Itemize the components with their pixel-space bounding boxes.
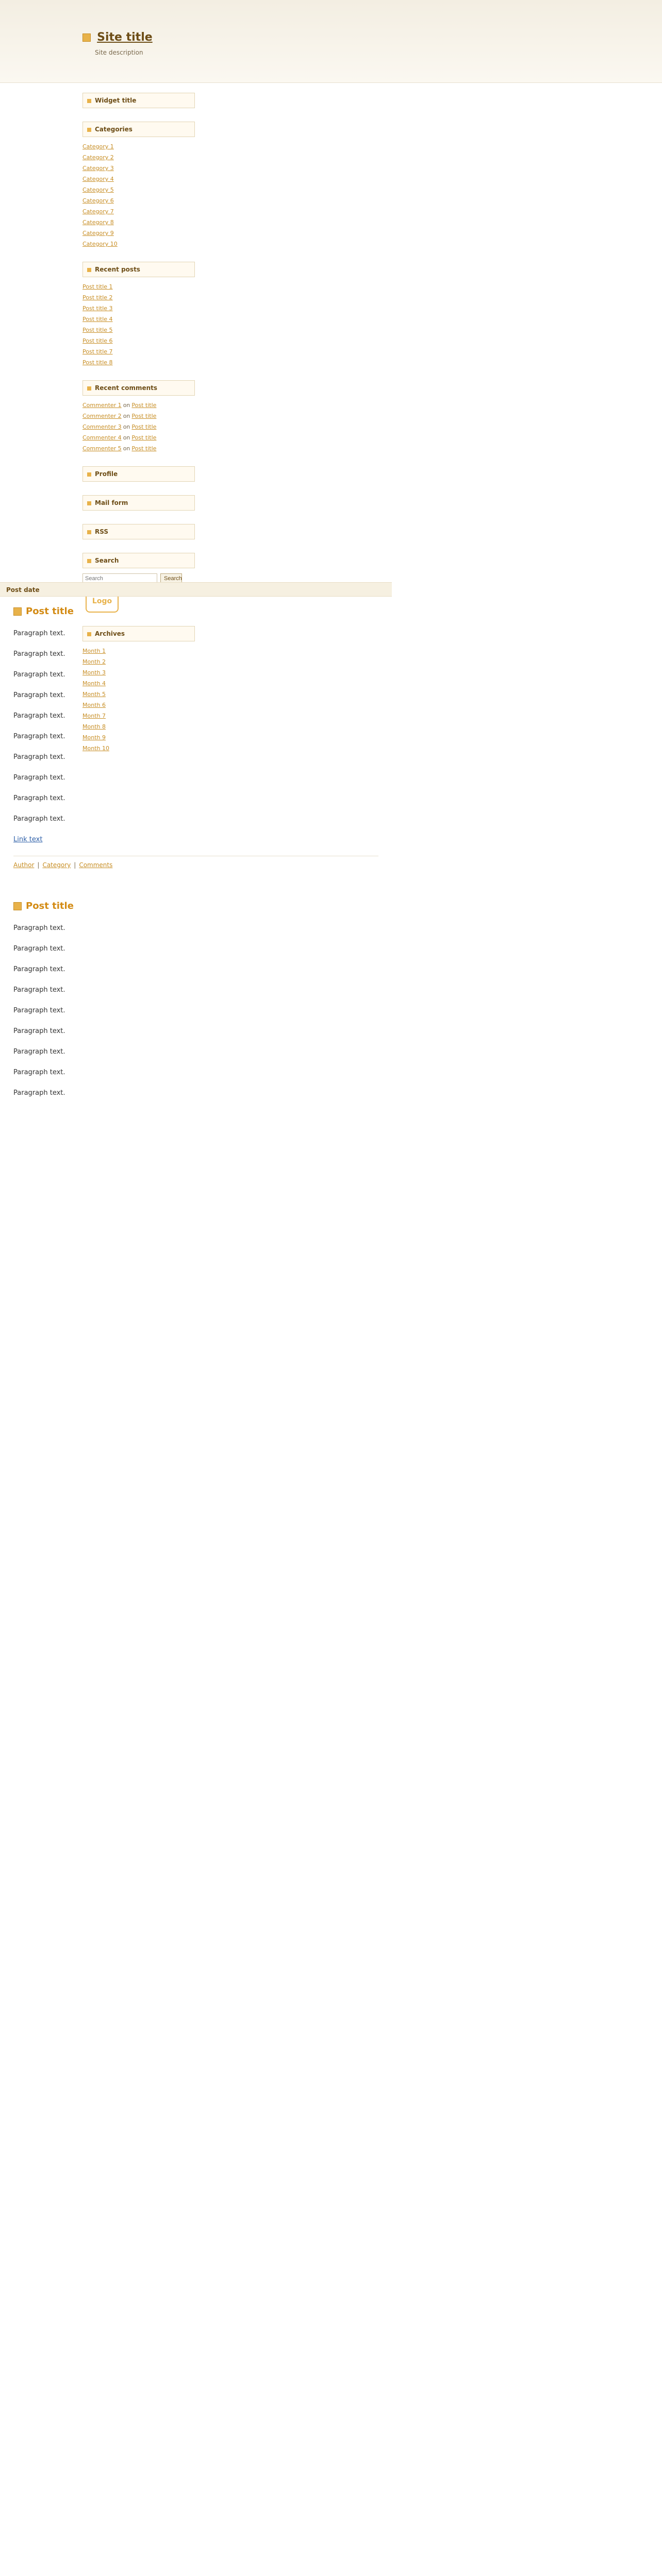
- comment-post-link[interactable]: Post title: [131, 434, 157, 441]
- comment-item: [82, 412, 196, 420]
- widget-dot-icon: [87, 501, 91, 505]
- post-paragraph: Paragraph text.: [13, 712, 65, 720]
- title-square-icon: [82, 33, 91, 42]
- post-spacer: [0, 869, 662, 891]
- archive-link[interactable]: Month 8: [82, 723, 106, 730]
- category-list: [82, 142, 196, 248]
- title-square-icon: [13, 607, 22, 616]
- nav-widget-title: Widget title: [82, 93, 195, 108]
- archive-link[interactable]: Month 7: [82, 713, 106, 719]
- post-link[interactable]: Link text: [13, 836, 43, 843]
- category-link[interactable]: Category 2: [82, 154, 114, 161]
- title-square-icon: [13, 902, 22, 910]
- recent-post-link[interactable]: Post title 8: [82, 359, 113, 366]
- recent-post-link[interactable]: Post title 1: [82, 283, 113, 290]
- post-paragraph: Paragraph text.: [13, 1069, 65, 1076]
- recent-comments-widget: [82, 380, 196, 453]
- widget-dot-icon: [87, 386, 91, 391]
- post-title: Post title: [13, 606, 378, 617]
- widget-dot-icon: [87, 99, 91, 103]
- site-logo-badge[interactable]: Logo: [86, 590, 119, 613]
- post-comments-link[interactable]: Comments: [79, 861, 113, 869]
- profile-widget-title: Profile: [82, 466, 195, 482]
- category-link[interactable]: Category 7: [82, 208, 114, 215]
- categories-widget: [82, 122, 196, 248]
- archive-link[interactable]: Month 9: [82, 734, 106, 741]
- profile-widget: [82, 466, 196, 482]
- site-title[interactable]: Site title: [97, 31, 153, 44]
- category-link[interactable]: Category 9: [82, 230, 114, 236]
- recent-posts-widget: [82, 262, 196, 367]
- post-paragraph: Paragraph text.: [13, 1027, 65, 1035]
- recent-posts-title: Recent posts: [82, 262, 195, 277]
- recent-post-link[interactable]: Post title 5: [82, 327, 113, 333]
- recent-post-link[interactable]: Post title 3: [82, 305, 113, 312]
- recent-post-link[interactable]: Post title 7: [82, 348, 113, 355]
- archive-link[interactable]: Month 6: [82, 702, 106, 708]
- comment-item: [82, 401, 196, 410]
- post-paragraph: Paragraph text.: [13, 1089, 65, 1097]
- category-link[interactable]: Category 1: [82, 143, 114, 150]
- post-body: [13, 923, 378, 1099]
- search-button[interactable]: Search: [160, 573, 182, 584]
- comment-post-link[interactable]: Post title: [131, 413, 157, 419]
- post-body: [13, 628, 378, 845]
- post-paragraph: Paragraph text.: [13, 965, 65, 973]
- post-author-link[interactable]: Author: [13, 861, 35, 869]
- site-header: [0, 0, 662, 83]
- archive-link[interactable]: Month 10: [82, 745, 109, 752]
- post-paragraph: Paragraph text.: [13, 986, 65, 994]
- mail-widget-title: Mail form: [82, 495, 195, 511]
- comment-on-label: on: [123, 434, 130, 441]
- date-strip: Post date: [0, 582, 392, 597]
- post-paragraph: Paragraph text.: [13, 650, 65, 658]
- recent-post-link[interactable]: Post title 2: [82, 294, 113, 301]
- rss-widget: [82, 524, 196, 539]
- main-content: [0, 582, 662, 1108]
- comment-author-link[interactable]: Commenter 4: [82, 434, 122, 441]
- category-link[interactable]: Category 4: [82, 176, 114, 182]
- widget-dot-icon: [87, 530, 91, 534]
- post-paragraph: Paragraph text.: [13, 671, 65, 679]
- mail-widget: [82, 495, 196, 511]
- comment-item: [82, 444, 196, 453]
- post-paragraph: Paragraph text.: [13, 774, 65, 782]
- post-paragraph: Paragraph text.: [13, 815, 65, 823]
- site-description: Site description: [95, 49, 143, 56]
- comment-post-link[interactable]: Post title: [131, 402, 157, 409]
- archive-link[interactable]: Month 1: [82, 648, 106, 654]
- category-link[interactable]: Category 6: [82, 197, 114, 204]
- post-paragraph: Paragraph text.: [13, 1007, 65, 1014]
- comment-author-link[interactable]: Commenter 3: [82, 423, 122, 430]
- category-link[interactable]: Category 5: [82, 187, 114, 193]
- comment-author-link[interactable]: Commenter 1: [82, 402, 122, 409]
- archive-link[interactable]: Month 3: [82, 669, 106, 676]
- categories-widget-title: Categories: [82, 122, 195, 137]
- recent-post-link[interactable]: Post title 4: [82, 316, 113, 323]
- archive-link[interactable]: Month 4: [82, 680, 106, 687]
- post-paragraph: Paragraph text.: [13, 945, 65, 953]
- comment-item: [82, 422, 196, 431]
- nav-widget: [82, 93, 196, 108]
- post-paragraph: Paragraph text.: [13, 794, 65, 802]
- site-title-wrap: [82, 31, 153, 44]
- post-paragraph: Paragraph text.: [13, 753, 65, 761]
- rss-widget-title: RSS: [82, 524, 195, 539]
- comment-on-label: on: [123, 413, 130, 419]
- comment-item: [82, 433, 196, 442]
- archive-link[interactable]: Month 5: [82, 691, 106, 698]
- recent-comments-title: Recent comments: [82, 380, 195, 396]
- widget-dot-icon: [87, 268, 91, 272]
- comment-on-label: on: [123, 445, 130, 452]
- comment-post-link[interactable]: Post title: [131, 445, 157, 452]
- recent-comment-list: [82, 401, 196, 453]
- footer-separator: |: [74, 861, 76, 869]
- post-category-link[interactable]: Category: [42, 861, 71, 869]
- widget-dot-icon: [87, 559, 91, 563]
- comment-on-label: on: [123, 402, 130, 409]
- post-paragraph: Paragraph text.: [13, 1048, 65, 1056]
- post-paragraph: Paragraph text.: [13, 733, 65, 740]
- post-paragraph: Paragraph text.: [13, 630, 65, 637]
- comment-author-link[interactable]: Commenter 2: [82, 413, 122, 419]
- category-link[interactable]: Category 10: [82, 241, 118, 247]
- post-paragraph: Paragraph text.: [13, 924, 65, 932]
- post-1: [0, 597, 392, 869]
- post-paragraph: Paragraph text.: [13, 691, 65, 699]
- footer-separator: |: [37, 861, 40, 869]
- archives-widget-title: Archives: [82, 626, 195, 641]
- comment-author-link[interactable]: Commenter 5: [82, 445, 122, 452]
- comment-post-link[interactable]: Post title: [131, 423, 157, 430]
- recent-post-link[interactable]: Post title 6: [82, 337, 113, 344]
- category-link[interactable]: Category 8: [82, 219, 114, 226]
- post-title: Post title: [13, 901, 378, 911]
- category-link[interactable]: Category 3: [82, 165, 114, 172]
- widget-dot-icon: [87, 472, 91, 477]
- post-footer: [13, 856, 378, 869]
- archive-link[interactable]: Month 2: [82, 658, 106, 665]
- comment-on-label: on: [123, 423, 130, 430]
- post-2: [0, 891, 392, 1099]
- widget-dot-icon: [87, 128, 91, 132]
- search-widget-title: Search: [82, 553, 195, 568]
- recent-post-list: [82, 282, 196, 367]
